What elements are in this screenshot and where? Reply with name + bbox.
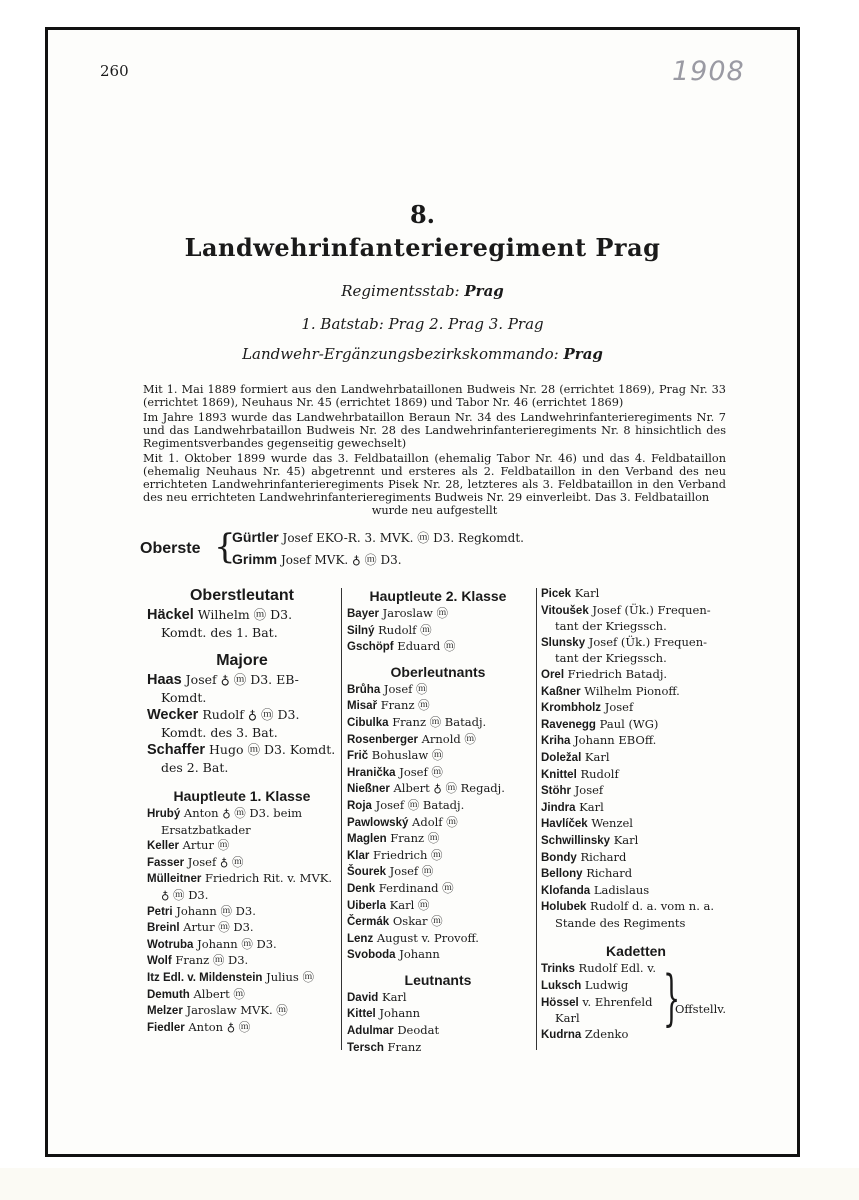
entry-details: Anton ♁ ⓜ bbox=[188, 1019, 251, 1034]
entry-name: Fiedler bbox=[147, 1021, 185, 1034]
list-item bbox=[541, 883, 731, 900]
entry-name: Stöhr bbox=[541, 785, 572, 798]
entry-details: Josef (Ük.) Frequen- bbox=[588, 634, 708, 649]
entry-details: Ferdinand ⓜ bbox=[378, 880, 454, 895]
oberste-entry bbox=[232, 529, 524, 546]
entry-name: Knittel bbox=[541, 768, 577, 781]
regimentsstab-line bbox=[45, 282, 800, 300]
column-1 bbox=[147, 586, 337, 1036]
entry-name: Cibulka bbox=[347, 716, 389, 729]
entry-details: Franz ⓜ bbox=[390, 831, 440, 846]
entry-details: Josef bbox=[604, 700, 634, 715]
entry-name: Denk bbox=[347, 882, 376, 895]
entry-details: Friedrich ⓜ bbox=[373, 847, 443, 862]
entry-name: Wecker bbox=[147, 707, 199, 723]
oberstleutant-heading: Oberstleutant bbox=[189, 587, 294, 604]
entry-name: Breinl bbox=[147, 922, 180, 935]
entry-details: Karl bbox=[579, 799, 604, 814]
hauptleute1-list bbox=[147, 806, 337, 1036]
leutnants-heading: Leutnants bbox=[404, 971, 472, 988]
list-item bbox=[347, 698, 529, 715]
entry-details: Franz ⓜ D3. bbox=[175, 953, 249, 968]
left-brace: { bbox=[214, 527, 236, 567]
entry-details: Anton ♁ ⓜ D3. beim bbox=[183, 806, 303, 820]
entry-name: Keller bbox=[147, 840, 179, 853]
entry-name: Holubek bbox=[541, 901, 587, 914]
list-item bbox=[541, 667, 731, 684]
entry-details: Oskar ⓜ bbox=[392, 914, 443, 929]
list-item bbox=[541, 603, 731, 635]
entry-details: Albert ⓜ bbox=[193, 986, 245, 1001]
list-item bbox=[347, 781, 529, 798]
list-item bbox=[147, 987, 337, 1004]
majore-heading: Majore bbox=[216, 652, 268, 669]
entry-name: Jindra bbox=[541, 801, 576, 814]
entry-details: Rudolf d. a. vom n. a. bbox=[590, 899, 715, 914]
list-item bbox=[347, 881, 529, 898]
list-item bbox=[147, 671, 337, 706]
list-item bbox=[147, 937, 337, 954]
entry-details: August v. Provoff. bbox=[376, 930, 479, 945]
entry-details: Richard bbox=[580, 849, 627, 864]
entry-name: Hranička bbox=[347, 766, 396, 779]
entry-details: Rudolf ⓜ bbox=[378, 622, 432, 637]
list-item bbox=[347, 898, 529, 915]
hauptleute2-list bbox=[347, 606, 529, 656]
entry-name: Wotruba bbox=[147, 938, 194, 951]
history-paragraph: Mit 1. Mai 1889 formiert aus den Landwehrbataillonen Budweis Nr. 28 (errichtet 1869), Prag Nr. 33 (errichtet 1869), Neuhaus Nr. 45 (errichtet 1869) und Tabor Nr. 46 (errichtet 1869) bbox=[143, 383, 726, 409]
entry-name: Kudrna bbox=[541, 1028, 582, 1041]
page-title: Landwehrinfanterieregiment Prag bbox=[184, 233, 661, 262]
entry-name: Bellony bbox=[541, 868, 583, 881]
list-item bbox=[541, 1027, 731, 1044]
entry-details: Josef ♁ ⓜ bbox=[187, 854, 244, 869]
kadetten-heading: Kadetten bbox=[606, 943, 666, 960]
entry-name: Frič bbox=[347, 750, 369, 763]
entry-name: Rosenberger bbox=[347, 733, 418, 746]
entry-details: Wenzel bbox=[591, 816, 633, 831]
oberste-label: Oberste bbox=[140, 540, 201, 557]
entry-details: Wilhelm ⓜ D3. bbox=[197, 607, 293, 622]
entry-details: Johann ⓜ D3. bbox=[176, 903, 256, 918]
list-item bbox=[541, 684, 731, 701]
entry-name: Gschöpf bbox=[347, 641, 394, 654]
page-number: 260 bbox=[100, 62, 129, 80]
entry-continuation: des 2. Bat. bbox=[161, 760, 229, 775]
list-item bbox=[541, 816, 731, 833]
entry-details: Johann EBOff. bbox=[574, 733, 657, 748]
list-item bbox=[347, 864, 529, 881]
list-item bbox=[347, 798, 529, 815]
entry-details: Friedrich Rit. v. MVK. bbox=[204, 871, 333, 886]
list-item bbox=[147, 920, 337, 937]
entry-details: Rudolf bbox=[580, 766, 619, 781]
entry-name: Mülleitner bbox=[147, 873, 202, 886]
entry-name: Silný bbox=[347, 624, 375, 637]
entry-details: Johann ⓜ D3. bbox=[197, 936, 277, 951]
entry-details: Johann bbox=[399, 947, 440, 962]
entry-name: Fasser bbox=[147, 856, 185, 869]
entry-details: Karl bbox=[613, 832, 639, 847]
entry-name: Misař bbox=[347, 700, 378, 713]
list-item bbox=[147, 855, 337, 872]
entry-details: Karl bbox=[381, 989, 407, 1004]
list-item bbox=[347, 831, 529, 848]
entry-name: Lenz bbox=[347, 932, 374, 945]
list-item bbox=[541, 783, 731, 800]
entry-name: Čermák bbox=[347, 916, 390, 929]
entry-name: Brůha bbox=[347, 683, 381, 696]
entry-name: Ravenegg bbox=[541, 718, 596, 731]
list-item bbox=[347, 914, 529, 931]
entry-name: Tersch bbox=[347, 1041, 384, 1054]
entry-details: Josef ⓜ bbox=[383, 681, 428, 696]
entry-name: Gürtler bbox=[232, 529, 279, 545]
oberleutnants-heading: Oberleutnants bbox=[390, 663, 486, 680]
entry-details: Josef bbox=[574, 783, 604, 798]
entry-name: Uiberla bbox=[347, 899, 386, 912]
entry-continuation: Komdt. des 1. Bat. bbox=[161, 625, 278, 640]
list-item bbox=[347, 732, 529, 749]
entry-name: Klar bbox=[347, 849, 370, 862]
list-item bbox=[347, 848, 529, 865]
entry-name: Wolf bbox=[147, 955, 172, 968]
entry-name: Kaßner bbox=[541, 685, 581, 698]
list-item bbox=[147, 953, 337, 970]
entry-name: Pawlowský bbox=[347, 816, 409, 829]
entry-name: Luksch bbox=[541, 980, 582, 993]
entry-name: Havlíček bbox=[541, 818, 588, 831]
entry-details: Artur ⓜ D3. bbox=[183, 920, 254, 935]
entry-name: Klofanda bbox=[541, 884, 591, 897]
list-item bbox=[541, 899, 731, 931]
entry-details: Eduard ⓜ bbox=[397, 639, 456, 654]
list-item bbox=[147, 1003, 337, 1020]
entry-name: Krombholz bbox=[541, 702, 602, 715]
list-item bbox=[147, 706, 337, 741]
list-item bbox=[541, 635, 731, 667]
entry-name: Schwillinsky bbox=[541, 834, 611, 847]
list-item bbox=[541, 866, 731, 883]
list-item bbox=[347, 990, 529, 1007]
entry-details: Bohuslaw ⓜ bbox=[371, 748, 444, 763]
entry-name: Demuth bbox=[147, 988, 190, 1001]
entry-continuation: ♁ ⓜ D3. bbox=[161, 887, 209, 902]
list-item bbox=[347, 639, 529, 656]
list-item bbox=[347, 765, 529, 782]
entry-continuation: tant der Kriegssch. bbox=[555, 651, 667, 666]
entry-name: Itz Edl. v. Mildenstein bbox=[147, 971, 263, 984]
entry-details: Franz ⓜ bbox=[380, 698, 430, 713]
entry-name: Grimm bbox=[232, 551, 278, 567]
entry-name: Trinks bbox=[541, 963, 575, 976]
entry-name: David bbox=[347, 991, 379, 1004]
entry-details: Albert ♁ ⓜ Regadj. bbox=[393, 781, 505, 796]
hauptleute1-heading: Hauptleute 1. Klasse bbox=[173, 788, 311, 804]
entry-details: Arnold ⓜ bbox=[421, 731, 476, 746]
list-item bbox=[347, 815, 529, 832]
entry-name: Šourek bbox=[347, 866, 386, 879]
entry-details: Josef ⓜ bbox=[399, 764, 443, 779]
entry-name: Hrubý bbox=[147, 808, 181, 820]
entry-name: Roja bbox=[347, 799, 372, 812]
history-paragraph: wurde neu aufgestellt bbox=[371, 504, 498, 517]
history-paragraph: Im Jahre 1893 wurde das Landwehrbataillon Beraun Nr. 34 des Landwehrinfanterieregiments Nr. 7 und das Landwehrbataillon Budweis Nr. 28 des Landwehrinfanterieregiments Nr. 8 hinsichtlich des Regimentsverbandes gegenseitig gewechselt) bbox=[143, 411, 726, 450]
list-item bbox=[347, 947, 529, 964]
entry-continuation: Ersatzbatkader bbox=[161, 822, 251, 837]
list-item bbox=[541, 961, 731, 978]
entry-name: Häckel bbox=[147, 607, 194, 623]
right-brace: } bbox=[663, 963, 681, 1033]
ergaenzung-label: Landwehr-Ergänzungsbezirkskommando: bbox=[242, 345, 559, 363]
list-item bbox=[347, 682, 529, 699]
entry-name: Doležal bbox=[541, 751, 582, 764]
list-item bbox=[147, 806, 337, 838]
entry-details: Wilhelm Pionoff. bbox=[584, 683, 680, 698]
list-item bbox=[541, 717, 731, 734]
entry-name: Bondy bbox=[541, 851, 577, 864]
entry-details: Josef ⓜ bbox=[389, 864, 434, 879]
entry-details: Artur ⓜ bbox=[182, 838, 230, 853]
entry-name: Maglen bbox=[347, 833, 387, 846]
list-item bbox=[147, 904, 337, 921]
oberleutnants-list bbox=[347, 682, 529, 964]
entry-details: Rudolf ♁ ⓜ D3. bbox=[202, 707, 300, 722]
entry-details: Josef (Ük.) Frequen- bbox=[592, 602, 711, 617]
oberste-entry bbox=[232, 551, 402, 568]
entry-name: Schaffer bbox=[147, 742, 206, 758]
batstab-line: 1. Batstab: Prag 2. Prag 3. Prag bbox=[301, 315, 544, 333]
ergaenzung-value: Prag bbox=[563, 345, 603, 363]
list-item bbox=[347, 606, 529, 623]
list-item bbox=[147, 741, 337, 776]
list-item bbox=[347, 1023, 529, 1040]
entry-details: Johann bbox=[379, 1006, 421, 1021]
entry-continuation: tant der Kriegssch. bbox=[555, 619, 667, 634]
entry-details: Josef EKO-R. 3. MVK. ⓜ D3. Regkomdt. bbox=[282, 531, 524, 545]
entry-name: Orel bbox=[541, 668, 565, 681]
list-item bbox=[147, 838, 337, 855]
entry-name: Melzer bbox=[147, 1005, 183, 1018]
list-item bbox=[347, 1040, 529, 1057]
list-item bbox=[541, 700, 731, 717]
oberleutnants-continued-list bbox=[541, 586, 731, 931]
list-item bbox=[541, 833, 731, 850]
entry-name: Adulmar bbox=[347, 1025, 394, 1038]
entry-details: Karl ⓜ bbox=[389, 897, 430, 912]
leutnants-list bbox=[347, 990, 529, 1056]
list-item bbox=[347, 1006, 529, 1023]
list-item bbox=[347, 715, 529, 732]
entry-details: Deodat bbox=[397, 1023, 440, 1038]
column-divider bbox=[536, 588, 537, 1050]
entry-name: Bayer bbox=[347, 608, 379, 620]
list-item bbox=[347, 748, 529, 765]
column-divider bbox=[341, 588, 342, 1050]
entry-details: Jaroslaw ⓜ bbox=[382, 606, 448, 620]
list-item bbox=[147, 1020, 337, 1037]
list-item bbox=[541, 850, 731, 867]
list-item bbox=[347, 623, 529, 640]
list-item bbox=[541, 733, 731, 750]
list-item bbox=[541, 750, 731, 767]
entry-name: Nießner bbox=[347, 783, 390, 796]
history-text bbox=[143, 383, 726, 519]
entry-details: Paul (WG) bbox=[599, 716, 659, 731]
column-2 bbox=[347, 586, 529, 1056]
list-item bbox=[347, 931, 529, 948]
entry-details: Jaroslaw MVK. ⓜ bbox=[186, 1003, 288, 1018]
entry-details: Friedrich Batadj. bbox=[567, 666, 668, 681]
entry-name: Kittel bbox=[347, 1008, 376, 1021]
entry-details: Hugo ⓜ D3. Komdt. bbox=[209, 742, 336, 757]
entry-details: Adolf ⓜ bbox=[412, 814, 458, 829]
list-item bbox=[541, 586, 731, 603]
entry-continuation: Stande des Regiments bbox=[555, 915, 686, 930]
regimentsstab-value: Prag bbox=[464, 282, 504, 300]
entry-details: Franz ⓜ Batadj. bbox=[392, 714, 487, 729]
history-paragraph: Mit 1. Oktober 1899 wurde das 3. Feldbataillon (ehemalig Tabor Nr. 46) und das 4. Feldbataillon (ehemalig Neuhaus Nr. 45) abgetrennt und ersteres als 2. Feldbataillon in den Verband des neu errichteten Landwehrinfanterieregiments Pisek Nr. 28, letzteres als 3. Feldbataillon in den Verband des neu errichteten Landwehrinfanterieregiments Budweis Nr. 29 einverleibt. Das 3. Feldbataillon bbox=[143, 452, 726, 504]
entry-details: Josef ♁ ⓜ D3. EB- bbox=[185, 672, 299, 687]
entry-details: Zdenko bbox=[584, 1026, 629, 1041]
scan-margin bbox=[0, 1168, 859, 1200]
list-item bbox=[541, 978, 731, 995]
entry-details: Josef ⓜ Batadj. bbox=[375, 797, 465, 812]
entry-name: Vitoušek bbox=[541, 604, 589, 617]
entry-details: Ladislaus bbox=[593, 882, 650, 897]
entry-details: Julius ⓜ bbox=[266, 969, 314, 984]
entry-continuation: Komdt. des 3. Bat. bbox=[161, 725, 278, 740]
entry-name: Hössel bbox=[541, 996, 579, 1009]
list-item bbox=[147, 970, 337, 987]
entry-details: Franz bbox=[387, 1039, 422, 1054]
entry-name: Slunsky bbox=[541, 636, 586, 649]
column-3 bbox=[541, 586, 731, 1043]
entry-details: Ludwig bbox=[584, 978, 629, 993]
entry-details: Josef MVK. ♁ ⓜ D3. bbox=[280, 553, 402, 567]
entry-name: Picek bbox=[541, 588, 572, 600]
entry-name: Svoboda bbox=[347, 949, 396, 962]
entry-name: Kriha bbox=[541, 735, 571, 748]
entry-details: v. Ehrenfeld bbox=[582, 994, 653, 1009]
kadetten-note: Offstellv. bbox=[675, 1002, 727, 1016]
regimentsstab-label: Regimentsstab: bbox=[341, 282, 460, 300]
entry-details: Rudolf Edl. v. bbox=[578, 961, 657, 976]
entry-details: Karl bbox=[584, 749, 610, 764]
section-number: 8. bbox=[409, 200, 436, 229]
entry-continuation: Komdt. bbox=[161, 690, 207, 705]
entry-continuation: Karl bbox=[555, 1011, 580, 1026]
list-item bbox=[541, 767, 731, 784]
handwritten-year-note: 1908 bbox=[672, 56, 745, 87]
list-item bbox=[147, 606, 337, 641]
hauptleute2-heading: Hauptleute 2. Klasse bbox=[369, 588, 507, 604]
list-item bbox=[541, 800, 731, 817]
entry-details: Karl bbox=[574, 586, 600, 600]
entry-name: Petri bbox=[147, 905, 173, 918]
ergaenzung-line bbox=[45, 345, 800, 363]
entry-details: Richard bbox=[586, 866, 633, 881]
entry-name: Haas bbox=[147, 672, 182, 688]
list-item bbox=[147, 871, 337, 903]
